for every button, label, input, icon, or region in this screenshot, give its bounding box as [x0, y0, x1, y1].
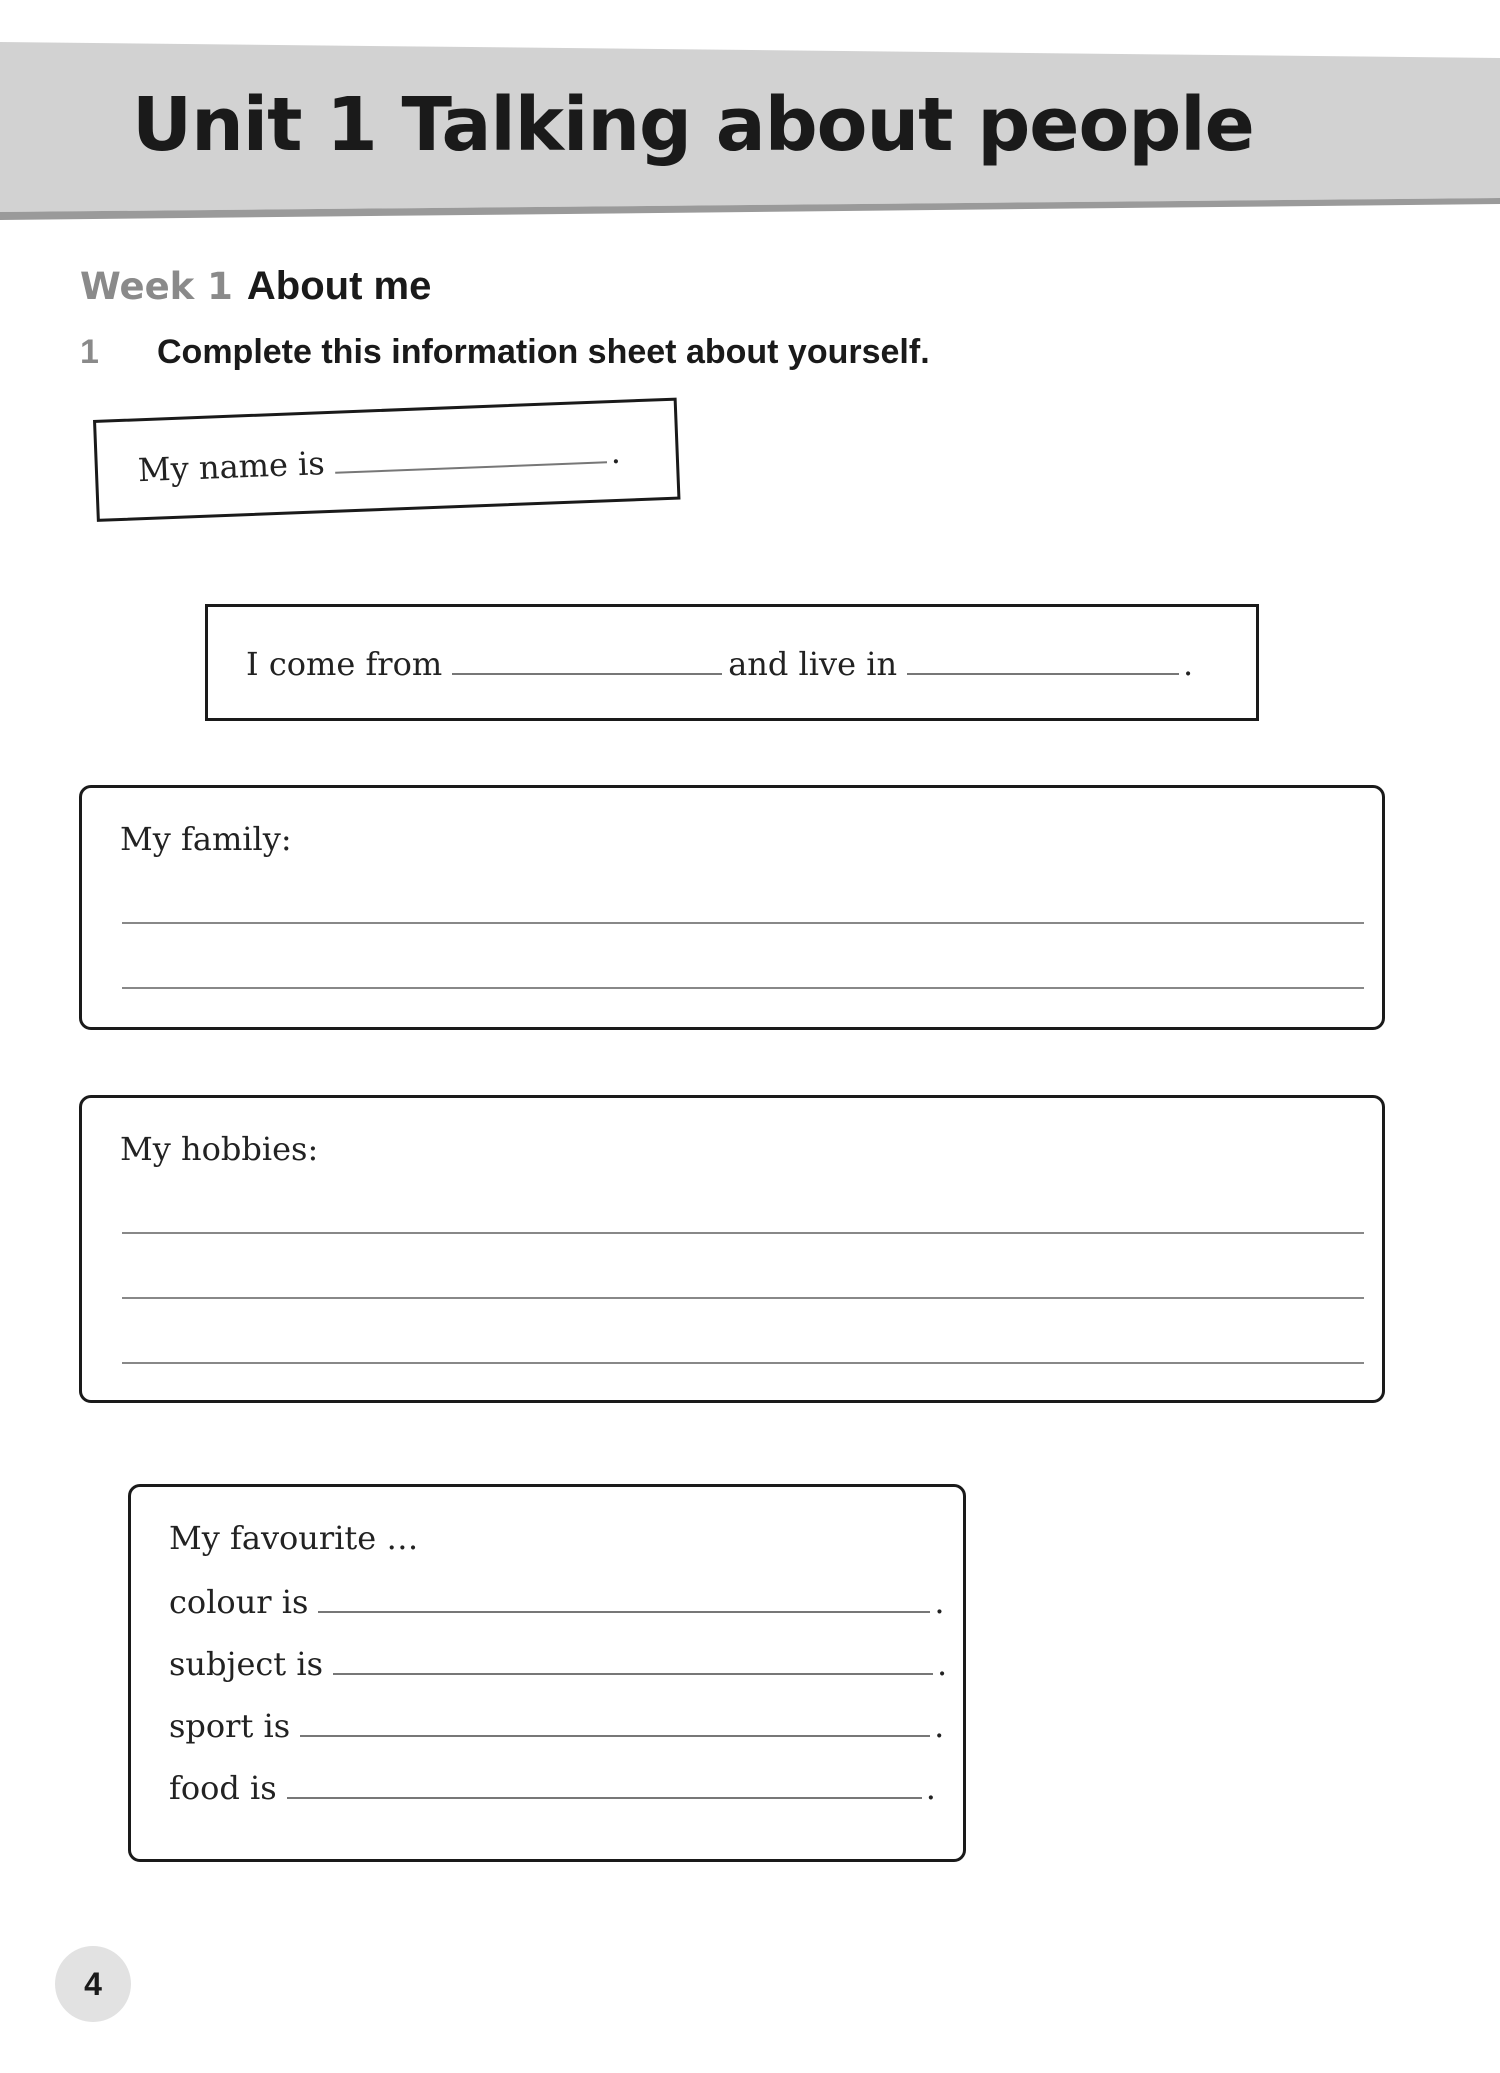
- name-blank[interactable]: [334, 431, 607, 473]
- hobbies-box: [79, 1095, 1385, 1403]
- favourite-sport-label: sport is: [169, 1707, 291, 1745]
- favourite-subject-suffix: .: [936, 1645, 948, 1683]
- country-blank[interactable]: [452, 643, 722, 675]
- origin-suffix: .: [1183, 645, 1194, 683]
- origin-box: [205, 604, 1259, 721]
- week-heading: [80, 264, 431, 309]
- city-blank[interactable]: [907, 643, 1179, 675]
- hobbies-write-line[interactable]: [122, 1362, 1364, 1364]
- favourites-box: [128, 1484, 966, 1862]
- favourite-subject-label: subject is: [169, 1645, 323, 1683]
- favourite-colour-suffix: .: [934, 1583, 945, 1621]
- favourite-colour-label: colour is: [169, 1583, 309, 1621]
- favourite-food-suffix: .: [925, 1769, 936, 1807]
- favourite-subject-row: [169, 1643, 947, 1683]
- family-label: My family:: [120, 820, 292, 858]
- favourite-subject-blank[interactable]: [333, 1643, 933, 1675]
- family-write-line[interactable]: [122, 987, 1364, 989]
- favourite-colour-blank[interactable]: [318, 1581, 930, 1613]
- name-prefix: My name is: [137, 444, 326, 490]
- week-title: About me: [246, 264, 432, 308]
- origin-middle: and live in: [728, 645, 898, 683]
- favourite-sport-blank[interactable]: [300, 1705, 930, 1737]
- favourite-sport-suffix: .: [934, 1707, 945, 1745]
- favourite-food-row: [169, 1767, 936, 1807]
- page-number: 4: [55, 1946, 131, 2022]
- week-label: Week 1: [80, 265, 233, 308]
- name-suffix: .: [609, 432, 622, 472]
- name-row: [137, 431, 621, 490]
- name-box: [93, 398, 680, 522]
- favourite-colour-row: [169, 1581, 945, 1621]
- family-write-line[interactable]: [122, 922, 1364, 924]
- favourites-heading: My favourite …: [169, 1519, 419, 1557]
- favourite-food-label: food is: [169, 1769, 277, 1807]
- favourite-food-blank[interactable]: [287, 1767, 922, 1799]
- hobbies-label: My hobbies:: [120, 1130, 319, 1168]
- unit-title: Unit 1 Talking about people: [132, 82, 1254, 168]
- family-box: [79, 785, 1385, 1030]
- origin-prefix: I come from: [246, 645, 443, 683]
- question-number: 1: [80, 333, 99, 371]
- question-instruction: [80, 333, 930, 372]
- origin-row: [246, 643, 1193, 683]
- hobbies-write-line[interactable]: [122, 1232, 1364, 1234]
- favourite-sport-row: [169, 1705, 944, 1745]
- hobbies-write-line[interactable]: [122, 1297, 1364, 1299]
- question-text: Complete this information sheet about yourself.: [157, 333, 930, 371]
